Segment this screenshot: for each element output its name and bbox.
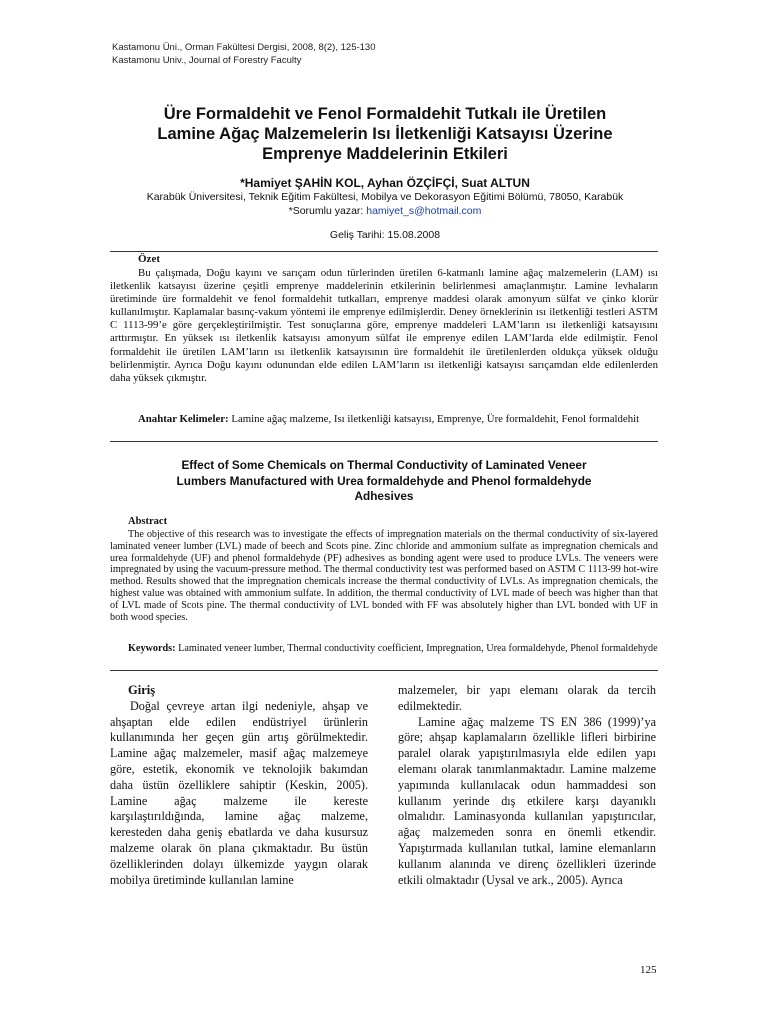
english-title: [110, 458, 658, 505]
keywords-en-label: Keywords:: [128, 643, 176, 654]
journal-line-tr: Kastamonu Üni., Orman Fakültesi Dergisi, 2008, 8(2), 125-130: [112, 42, 376, 53]
keywords-tr-label: Anahtar Kelimeler:: [138, 413, 229, 425]
body-column-left: [110, 683, 368, 888]
english-title-line: Effect of Some Chemicals on Thermal Conductivity of Laminated Veneer: [181, 458, 587, 472]
keywords-tr: [110, 413, 658, 426]
title-line: Emprenye Maddelerinin Etkileri: [262, 145, 508, 163]
section-heading: Giriş: [128, 683, 156, 697]
body-paragraph: malzemeler, bir yapı elemanı olarak da tercih edilmektedir.: [398, 683, 656, 713]
title-line: Lamine Ağaç Malzemelerin Isı İletkenliği Katsayısı Üzerine: [157, 125, 613, 143]
page-number: 125: [640, 964, 657, 976]
paper-title: [100, 104, 670, 164]
abstract-text: The objective of this research was to investigate the effects of impregnation materials on the thermal conductivity of six-layered laminated veneer lumber (LVL) made of beech and Scots pine. Zinc chloride and ammonium sulfate as impregnation chemicals and urea formaldehyde (UF) and phenol formaldehyde (PF) adhesives as bonding agent were used to produce LVLs. The veneers were impregnated by using the vacuum-pressure method. The thermal conductivity test was performed based on ASTM C 1113-99 hot-wire method. Results showed that the impregnation chemicals increase the thermal conductivity of LVLs. As impregnation chemicals, the highest value was obtained with ammonium sulfate. In addition, the thermal conductivity of LVL made of beech was higher than that of LVL made of Scots pine. The thermal conductivity of LVL bonded with FF was absolutely higher than LVL bonded with UF in both wood species.: [110, 529, 658, 623]
corresponding-author: [100, 204, 670, 218]
english-title-line: Lumbers Manufactured with Urea formaldehyde and Phenol formaldehyde: [176, 473, 592, 488]
authors: *Hamiyet ŞAHİN KOL, Ayhan ÖZÇİFÇİ, Suat ALTUN: [240, 176, 530, 190]
divider-middle: [110, 441, 658, 442]
title-line: Üre Formaldehit ve Fenol Formaldehit Tutkalı ile Üretilen: [163, 105, 607, 123]
english-title-line: Adhesives: [354, 489, 414, 503]
keywords-en-text: Laminated veneer lumber, Thermal conductivity coefficient, Impregnation, Urea formaldehyde, Phenol formaldehyde: [175, 643, 658, 654]
received-date: Geliş Tarihi: 15.08.2008: [329, 229, 441, 241]
email-link[interactable]: hamiyet_s@hotmail.com: [366, 205, 482, 217]
corresponding-label: *Sorumlu yazar:: [288, 205, 367, 217]
abstract-heading: Abstract: [128, 516, 168, 527]
journal-line-en: Kastamonu Univ., Journal of Forestry Faculty: [112, 54, 302, 66]
summary-heading: Özet: [138, 253, 160, 265]
summary-text: Bu çalışmada, Doğu kayını ve sarıçam odun türlerinden üretilen 6-katmanlı lamine ağaç malzemelerin (LAM) ısı iletkenlik katsayısı üzerine çeşitli emprenye maddelerinin etkilerinin belirlenmesi amaçlanmıştır. Lamine levhaların üretiminde üre formaldehit ve fenol formaldehit tutkalları, emprenye maddesi olarak amonyum sülfat ve çinko klorür kullanılmıştır. Kaplamalar basınç-vakum yöntemi ile emprenye edilmişlerdir. Deney örneklerinin ısı iletkenliği testleri ASTM C 1113-99’e göre gerçekleştirilmiştir. Test sonuçlarına göre, emprenye maddeleri LAM’ların ısı iletkenliği katsayısını arttırmıştır. En yüksek ısı iletkenlik katsayısı amonyum sülfat ile emprenye edilen LAM’larda elde edilmiştir. Fenol formaldehit ile üretilen LAM’ların ısı iletkenlik katsayısının üre formaldehit ile üretilenlerden oldukça yüksek olduğu belirlenmiştir. Ayrıca Doğu kayını odunundan elde edilen LAM’ların ısı iletkenliği katsayısı sarıçamdan elde edilenlerden daha yüksek çıkmıştır.: [110, 267, 658, 384]
body-paragraph: Lamine ağaç malzeme TS EN 386 (1999)’ya göre; ahşap kaplamaların özellikle lifleri birbirine paralel olarak yapıştırılmasıyla elde edilen yapı elemanı olarak tanımlanmaktadır. Lamine malzeme yapımında kullanılacak odun hammaddesi son kullanım yerinde dış etkilere karşı dayanıklı olmalıdır. Laminasyonda kullanılan yapıştırıcılar, ağaç malzemeden sonra en önemli etkendir. Yapıştırmada kullanılan tutkal, lamine elemanların kullanım alanında ve direnç özellikleri üzerinde etkili olmaktadır (Uysal ve ark., 2005). Ayrıca: [398, 714, 656, 887]
journal-header: [112, 42, 376, 67]
affiliation: Karabük Üniversitesi, Teknik Eğitim Fakültesi, Mobilya ve Dekorasyon Eğitimi Bölümü, 78050, Karabük: [146, 191, 624, 203]
body-column-right: [398, 683, 656, 888]
keywords-en: [110, 643, 658, 656]
body-paragraph: Doğal çevreye artan ilgi nedeniyle, ahşap ve ahşaptan elde edilen endüstriyel ürünlerin kullanımında her geçen gün artış görülmektedir. Lamine ağaç malzemeler, masif ağaç malzemeye göre, estetik, ekonomik ve teknolojik bakımdan daha üstün özelliklere sahiptir (Keskin, 2005). Lamine ağaç malzeme ile kereste karşılaştırıldığında, lamine ağaç malzeme, keresteden daha geniş ebatlarda ve daha kusursuz malzeme olarak ön plana çıkmaktadır. Bu üstün özelliklerinden dolayı ülkemizde yaygın olarak mobilya üretiminde kullanılan lamine: [110, 698, 368, 887]
keywords-tr-text: Lamine ağaç malzeme, Isı iletkenliği katsayısı, Emprenye, Üre formaldehit, Fenol formaldehit: [228, 413, 640, 425]
divider-top: [110, 251, 658, 252]
divider-bottom: [110, 670, 658, 671]
affiliation-block: [100, 190, 670, 218]
